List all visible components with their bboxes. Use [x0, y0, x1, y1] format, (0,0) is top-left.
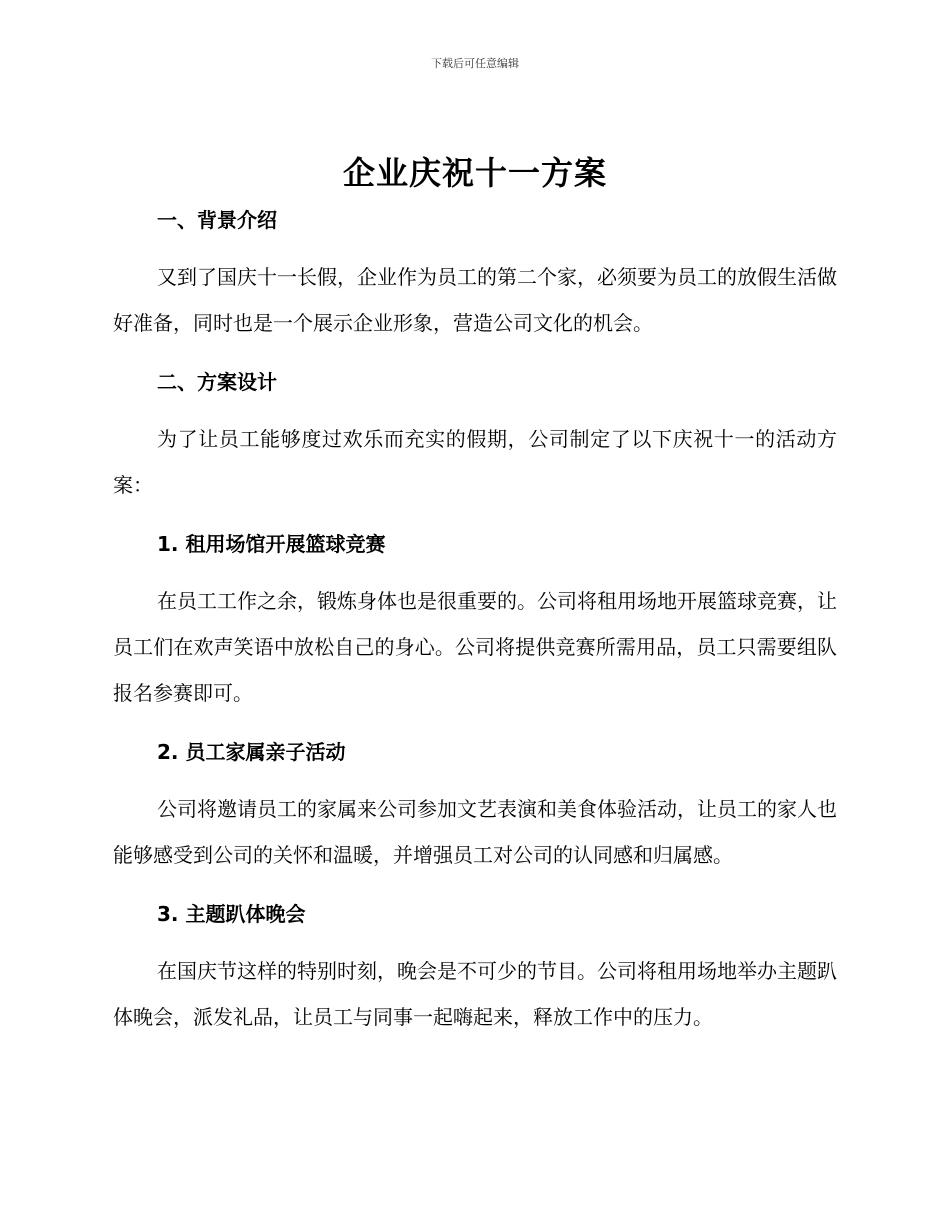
document-title: 企业庆祝十一方案 — [342, 154, 607, 192]
section-heading-design: 二、方案设计 — [157, 370, 277, 394]
section-paragraph-item3: 在国庆节这样的特别时刻，晚会是不可少的节目。公司将租用场地举办主题趴体晚会，派发礼品，让员工与同事一起嗨起来，释放工作中的压力。 — [113, 959, 837, 1029]
page-header-note: 下载后可任意编辑 — [431, 57, 519, 70]
section-heading-item2: 2. 员工家属亲子活动 — [157, 740, 346, 764]
section-heading-item3: 3. 主题趴体晚会 — [157, 902, 306, 926]
section-paragraph-design: 为了让员工能够度过欢乐而充实的假期，公司制定了以下庆祝十一的活动方案： — [113, 427, 837, 497]
section-heading-item1: 1. 租用场馆开展篮球竞赛 — [157, 532, 386, 556]
section-paragraph-item1: 在员工工作之余，锻炼身体也是很重要的。公司将租用场地开展篮球竞赛，让员工们在欢声笑语中放松自己的身心。公司将提供竞赛所需用品，员工只需要组队报名参赛即可。 — [113, 589, 837, 705]
section-heading-background: 一、背景介绍 — [157, 208, 277, 232]
document-body — [113, 148, 837, 1040]
section-paragraph-background: 又到了国庆十一长假，企业作为员工的第二个家，必须要为员工的放假生活做好准备，同时也是一个展示企业形象，营造公司文化的机会。 — [113, 265, 837, 335]
section-paragraph-item2: 公司将邀请员工的家属来公司参加文艺表演和美食体验活动，让员工的家人也能够感受到公司的关怀和温暖，并增强员工对公司的认同感和归属感。 — [113, 797, 837, 867]
